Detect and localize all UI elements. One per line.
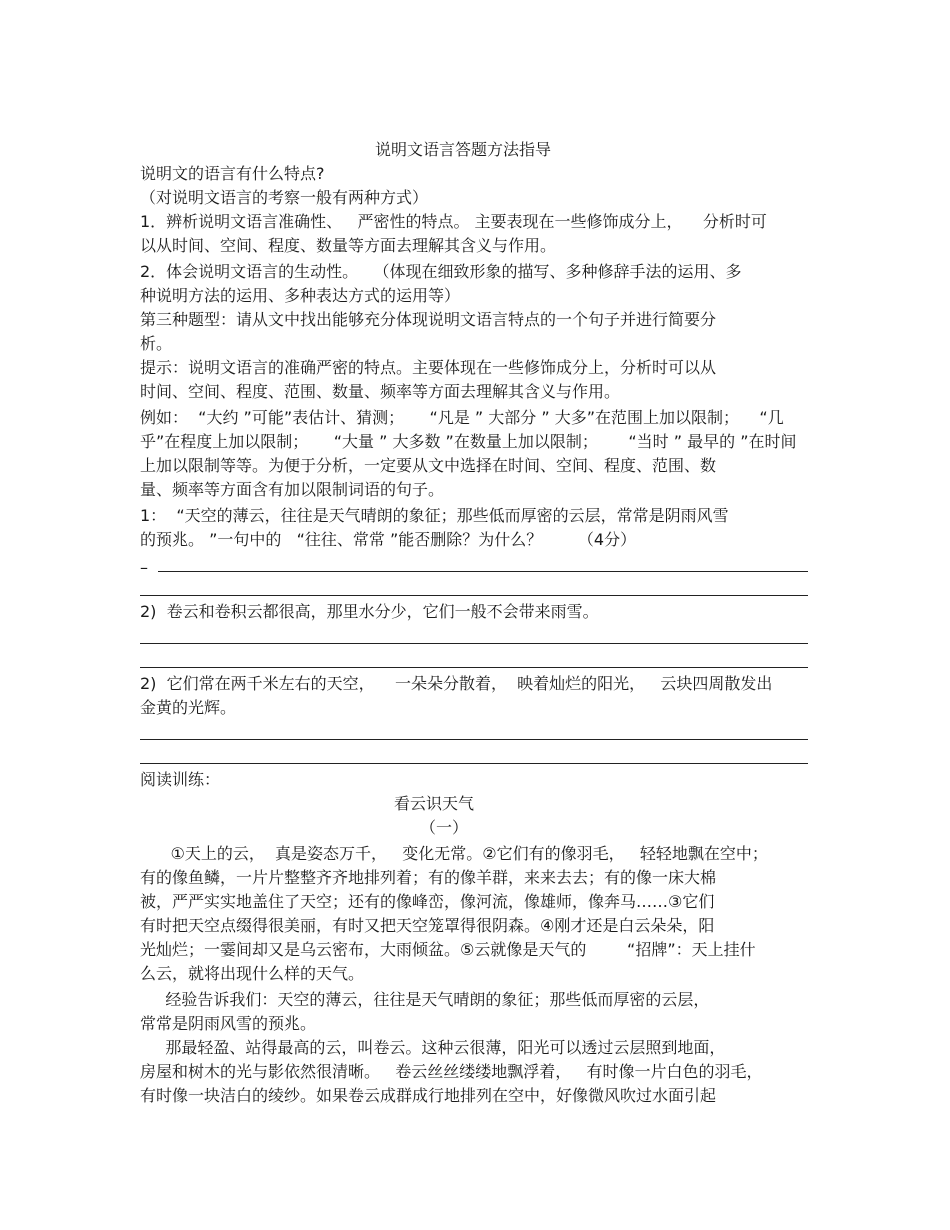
- example-line: 上加以限制等等。为便于分析，一定要从文中选择在时间、空间、程度、范围、数: [140, 456, 717, 475]
- hint-line: 时间、空间、程度、范围、数量、频率等方面去理解其含义与作用。: [140, 382, 621, 401]
- paragraph-line: 有时像一块洁白的绫纱。如果卷云成群成行地排列在空中，好像微风吹过水面引起: [140, 1086, 717, 1105]
- paragraph-line: 房屋和树木的光与影依然很清晰。 卷云丝丝缕缕地飘浮着， 有时像一片白色的羽毛，: [140, 1062, 763, 1081]
- question-1-cont: 的预兆。 ”一句中的 “往往、常常 ”能否删除？为什么？ （4分）: [140, 530, 637, 549]
- example-line: 例如： “大约 ”可能”表估计、猜测； “凡是 ” 大部分 ” 大多”在范围上加以限制； “几: [140, 408, 784, 427]
- paragraph-line: 被，严严实实地盖住了天空；还有的像峰峦，像河流，像雄师，像奔马……③它们: [140, 892, 715, 911]
- answer-line: [140, 667, 808, 668]
- question-2: 2) 卷云和卷积云都很高，那里水分少，它们一般不会带来雨雪。: [140, 602, 599, 621]
- intro-item-2: 2．体会说明文语言的生动性。 （体现在细致形象的描写、多种修辞手法的运用、多: [140, 262, 742, 281]
- question-type-3-cont: 析。: [140, 334, 173, 353]
- intro-question: 说明文的语言有什么特点?: [140, 164, 325, 183]
- example-line: 量、频率等方面含有加以限制词语的句子。: [140, 480, 445, 499]
- intro-item-1: 1．辨析说明文语言准确性、 严密性的特点。 主要表现在一些修饰成分上， 分析时可: [140, 212, 767, 231]
- reading-label: 阅读训练：: [140, 770, 221, 789]
- paragraph-line: 有时把天空点缀得很美丽，有时又把天空笼罩得很阴森。④刚才还是白云朵朵，阳: [140, 916, 715, 935]
- paragraph-line: ①天上的云， 真是姿态万千， 变化无常。②它们有的像羽毛， 轻轻地飘在空中；: [140, 844, 768, 863]
- question-1: 1： “天空的薄云，往往是天气晴朗的象征；那些低而厚密的云层，常常是阴雨风雪: [140, 506, 729, 525]
- reading-title: 看云识天气: [394, 794, 475, 813]
- paragraph-line: 么云，就将出现什么样的天气。: [140, 964, 365, 983]
- paragraph-line: 那最轻盈、站得最高的云，叫卷云。这种云很薄，阳光可以透过云层照到地面，: [140, 1038, 726, 1057]
- paragraph-line: 光灿烂；一霎间却又是乌云密布，大雨倾盆。⑤云就像是天气的 “招牌”：天上挂什: [140, 940, 756, 959]
- example-line: 乎”在程度上加以限制； “大量 ” 大多数 ”在数量上加以限制； “当时 ” 最早的 ”在时间: [140, 432, 797, 451]
- hint-line: 提示：说明文语言的准确严密的特点。主要体现在一些修饰成分上，分析时可以从: [140, 358, 717, 377]
- paragraph-line: 常常是阴雨风雪的预兆。: [140, 1014, 317, 1033]
- question-3-cont: 金黄的光辉。: [140, 698, 237, 717]
- answer-line: [158, 571, 808, 572]
- question-type-3: 第三种题型：请从文中找出能够充分体现说明文语言特点的一个句子并进行简要分: [140, 310, 717, 329]
- answer-line: [140, 739, 808, 740]
- answer-dash: –: [140, 558, 148, 577]
- reading-section: （一）: [420, 818, 469, 837]
- question-3: 2) 它们常在两千米左右的天空， 一朵朵分散着， 映着灿烂的阳光， 云块四周散发出: [140, 674, 773, 693]
- answer-line: [140, 763, 808, 764]
- answer-line: [140, 643, 808, 644]
- answer-line: [140, 595, 808, 596]
- intro-item-2-cont: 种说明方法的运用、多种表达方式的运用等）: [140, 286, 461, 305]
- paragraph-line: 有的像鱼鳞，一片片整整齐齐地排列着；有的像羊群，来来去去；有的像一床大棉: [140, 868, 717, 887]
- page-title: 说明文语言答题方法指导: [375, 140, 552, 159]
- paragraph-line: 经验告诉我们：天空的薄云，往往是天气晴朗的象征；那些低而厚密的云层，: [140, 990, 710, 1009]
- intro-item-1-cont: 以从时间、空间、程度、数量等方面去理解其含义与作用。: [140, 236, 557, 255]
- intro-note: （对说明文语言的考察一般有两种方式）: [140, 188, 429, 207]
